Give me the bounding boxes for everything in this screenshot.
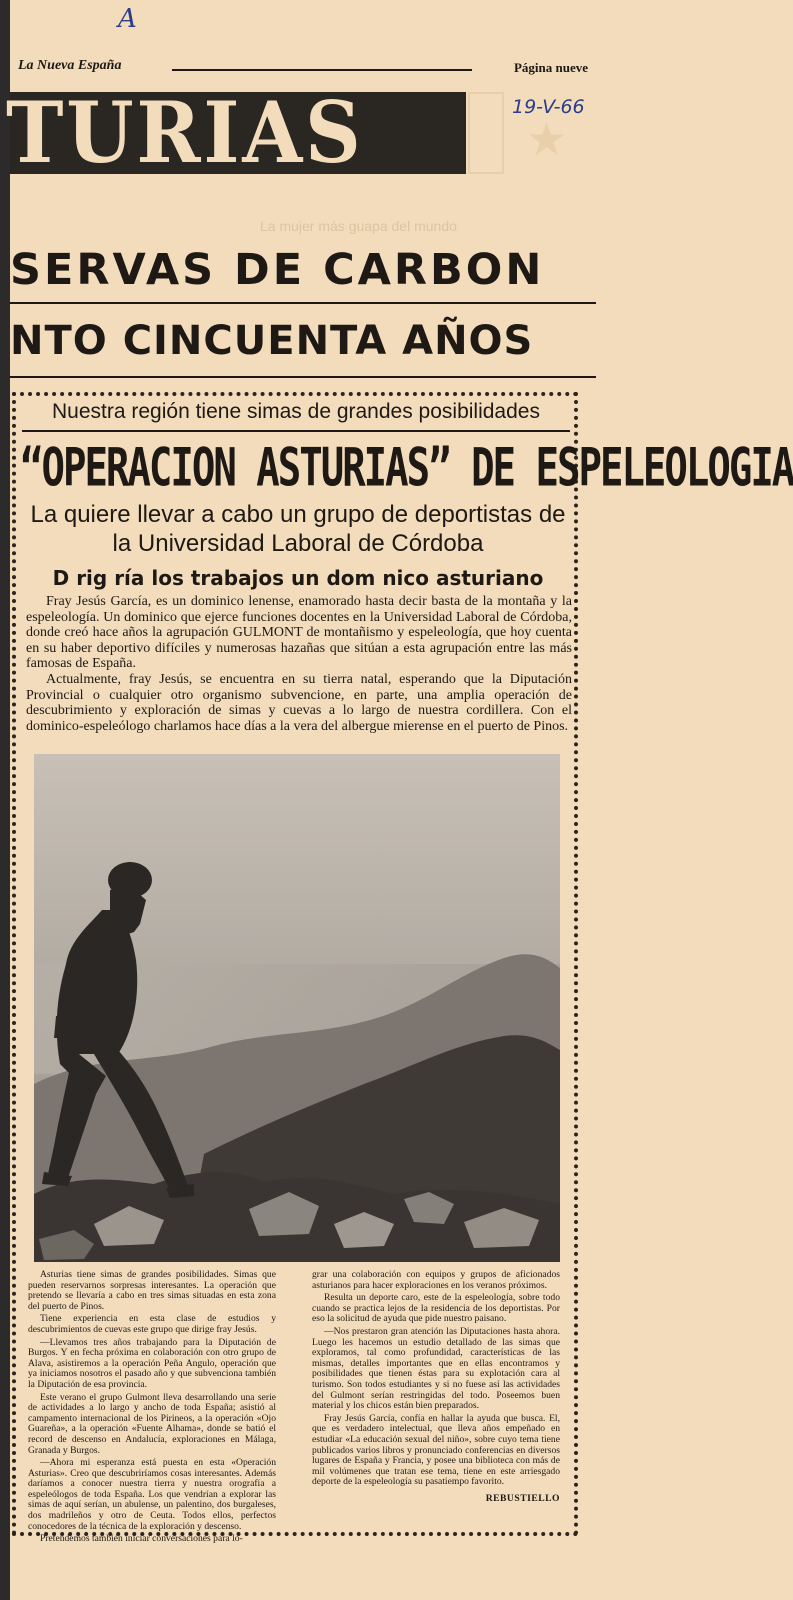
headline-rule xyxy=(10,376,596,378)
article-kicker: Nuestra región tiene simas de grandes posibilidades xyxy=(52,400,540,423)
body-paragraph: Resulta un deporte caro, este de la espeleología, sobre todo cuando se practica lejos de la residencia de los deportistas. Por eso la solicitud de ayuda que pide nuestro paisano. xyxy=(312,1292,560,1325)
article-title: “OPERACION ASTURIAS” DE ESPELEOLOGIA xyxy=(20,438,793,499)
scan-edge-strip xyxy=(0,0,10,1600)
headline-cincuenta: NTO CINCUENTA AÑOS xyxy=(10,318,534,364)
article-subhead: D rig ría los trabajos un dom nico asturiano xyxy=(52,566,544,590)
body-paragraph: Este verano el grupo Gulmont lleva desarrollando una serie de actividades a lo largo y ancho de toda España; asistió al campamento internacional de los Pirineos, a la operación «Ojo Guareña», a la operación «Fuente Alhama», donde se batió el record de descenso en Andalucía, exploraciones en Málaga, Granada y Burgos. xyxy=(28,1391,276,1456)
masthead-rule xyxy=(172,69,472,71)
byline: REBUSTIELLO xyxy=(485,1492,560,1504)
body-paragraph: —Llevamos tres años trabajando para la Diputación de Burgos. Y en fecha próxima en colaboración con otro grupo de Alava, asistiremos a la operación Peña Angulo, operación que ya iniciamos nosotros el pasado año y que subvenciona también la Diputación de esa provincia. xyxy=(28,1336,276,1390)
section-banner xyxy=(6,83,466,182)
bleed-through-box xyxy=(468,92,504,174)
bleed-through-star-icon: ★ xyxy=(526,114,568,165)
body-paragraph: grar una colaboración con equipos y grupos de aficionados asturianos para hacer exploraciones en los veranos próximos. xyxy=(312,1269,560,1291)
masthead xyxy=(14,58,592,80)
headline-rule xyxy=(10,302,596,304)
section-banner-text: TURIAS xyxy=(6,83,364,182)
page-number: Página nueve xyxy=(513,60,588,75)
body-paragraph: —Ahora mi esperanza está puesta en esta «Operación Asturias». Creo que descubriríamos cosas interesantes. Además daríamos a conocer nuestra tierra y nuestra orografía a espeleólogos de toda España. Los que vendrían a explorar las simas de aquí serían, un abulense, un palentino, dos burgaleses, dos madrileños y otro de Ceuta. Todos ellos, perfectos conocedores de la técnica de la exploración y descenso. xyxy=(28,1457,276,1532)
body-paragraph: Pretendemos también iniciar conversaciones para lo- xyxy=(40,1533,243,1545)
article-subtitle: La quiere llevar a cabo un grupo de deportistas de la Universidad Laboral de Córdoba xyxy=(30,501,566,557)
body-column-right xyxy=(312,1270,560,1504)
kicker-rule xyxy=(22,430,570,432)
headline-reservas: SERVAS DE CARBON xyxy=(10,245,545,295)
handwritten-date: 19-V-66 xyxy=(512,96,585,118)
article-lead xyxy=(26,594,572,734)
bleed-through-text: La mujer más guapa del mundo xyxy=(260,218,457,234)
body-column-left xyxy=(28,1270,276,1547)
body-paragraph: —Nos prestaron gran atención las Diputaciones hasta ahora. Luego les hacemos un estudio detallado de las simas que exploramos, tal como profundidad, características de las mismas, detalles importantes que en ellas encontramos y posibilidades que tienen éstas para su explotación cara al turismo. Son todos estudiantes y si no fuese así las actividades del Gulmont serían restringidas del todo. Poseemos buen material y los chicos están bien preparados. xyxy=(312,1325,560,1412)
mountain-photo xyxy=(34,754,560,1262)
lead-paragraph: Actualmente, fray Jesús, se encuentra en su tierra natal, esperando que la Diputación Provincial o cualquier otro organismo subvencione, en parte, una amplia operación de descubrimiento y exploración de simas y cuevas a lo largo de nuestra cordillera. Con el dominico-espeleólogo charlamos hace días a la vera del albergue mierense en el puerto de Pinos. xyxy=(26,671,572,734)
body-paragraph: Fray Jesús García, confía en hallar la ayuda que busca. El, que es verdadero intelectual, que lleva años empeñado en estudiar «La educación sexual del niño», sobre cuyo tema tiene publicados varios libros y pronunciado conferencias en diversos lugares de España y Francia, y posee una biblioteca con más de mil volúmenes que tratan ese tema, tiene en este arriesgado deporte de la espeleología su pasatiempo favorito. xyxy=(312,1412,560,1488)
body-paragraph: Tiene experiencia en esta clase de estudios y descubrimientos de cuevas este grupo que dirige fray Jesús. xyxy=(28,1313,276,1335)
newspaper-name: La Nueva España xyxy=(18,58,122,73)
handwritten-letter: A xyxy=(118,4,137,34)
lead-paragraph: Fray Jesús García, es un dominico lenense, enamorado hasta decir basta de la montaña y la espeleología. Un dominico que ejerce funciones docentes en la Universidad Laboral de Córdoba, donde creó hace años la agrupación GULMONT de montañismo y espeleología, que hoy cuenta en su haber deportivo difíciles y numerosas hazañas que sitúan a esta agrupación entre las más famosas de España. xyxy=(26,594,572,672)
body-paragraph: Asturias tiene simas de grandes posibilidades. Simas que pueden reservarnos sorpresas interesantes. La operación que pretendo se llevaría a cabo en tres simas situadas en esta zona del puerto de Pinos. xyxy=(28,1269,276,1312)
